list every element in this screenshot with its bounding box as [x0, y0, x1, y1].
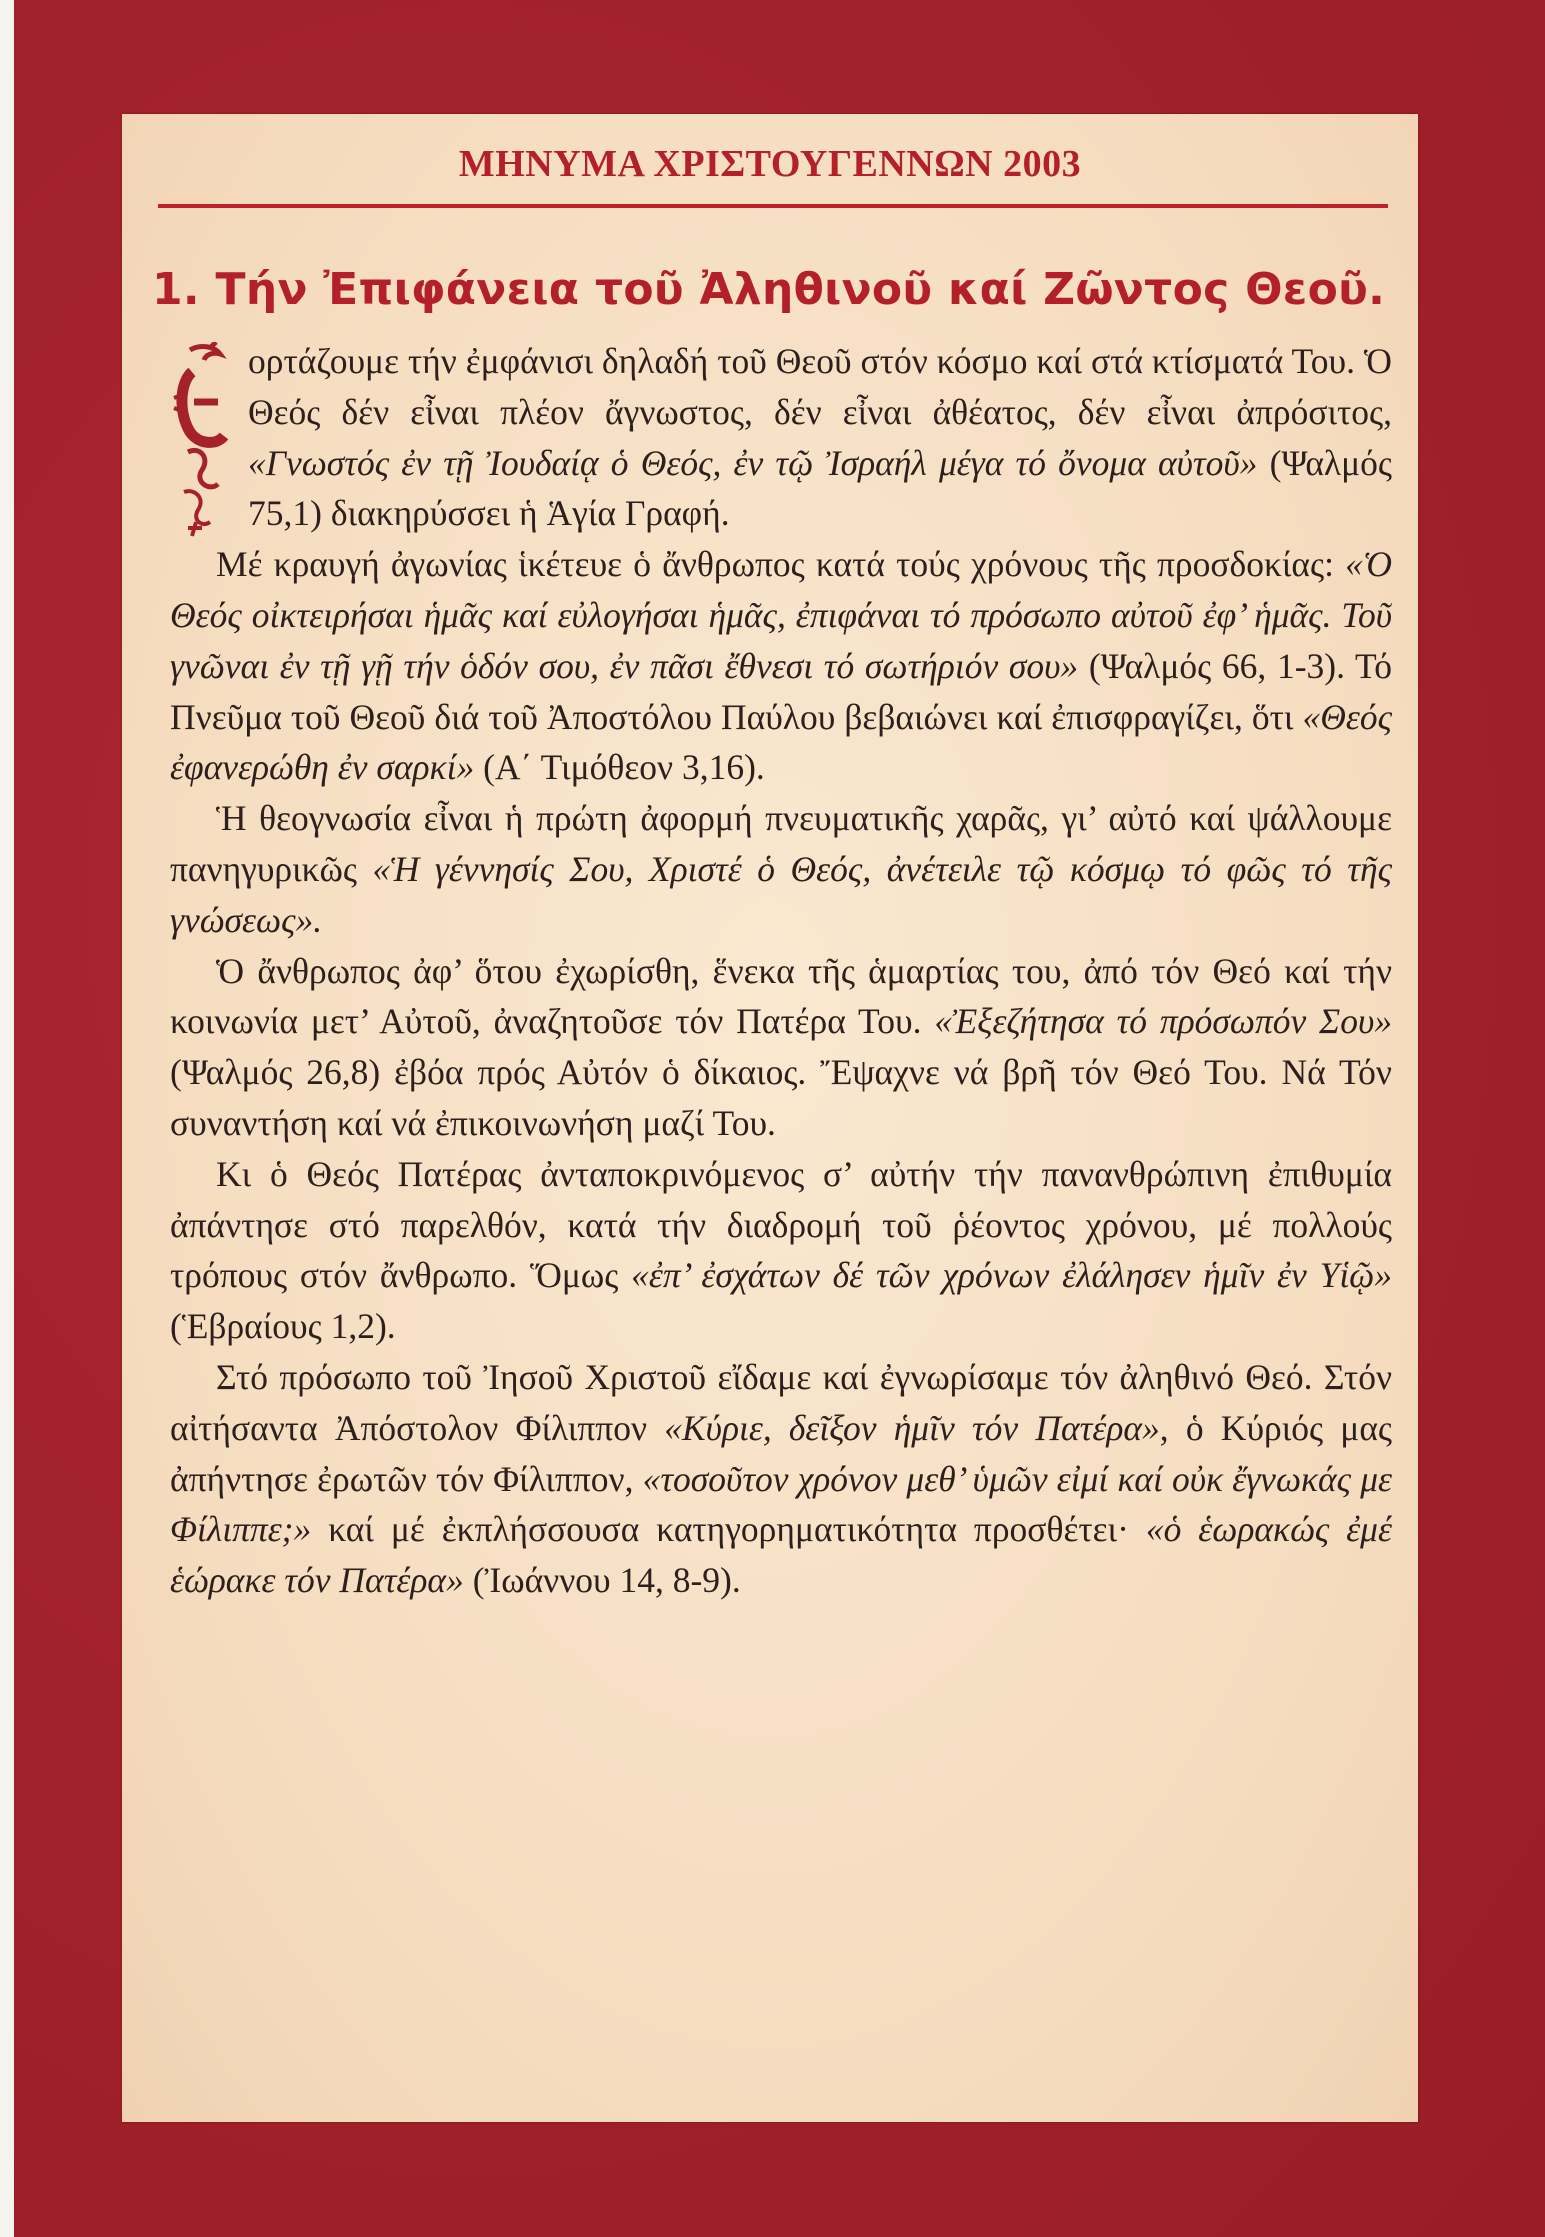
paragraph-1-quote: «Γνωστός ἐν τῇ Ἰουδαίᾳ ὁ Θεός, ἐν τῷ Ἰσραήλ μέγα τό ὄνομα αὐτοῦ» — [248, 442, 1258, 483]
paragraph-2-mid: (Ψαλμός 66, 1-3). Τό Πνεῦμα τοῦ Θεοῦ διά τοῦ Ἀποστόλου Παύλου βεβαιώνει καί ἐπισφραγίζει, ὅτι — [170, 645, 1392, 737]
heading-rule — [158, 204, 1388, 208]
paragraph-5-quote: «ἐπ’ ἐσχάτων δέ τῶν χρόνων ἐλάλησεν ἡμῖν ἐν Υἱῷ» — [631, 1255, 1392, 1296]
paragraph-2-tail: (Α΄ Τιμόθεον 3,16). — [474, 747, 765, 788]
paragraph-4 — [170, 946, 1392, 1149]
text-panel — [122, 114, 1418, 2122]
page-heading: ΜΗΝΥΜΑ ΧΡΙΣΤΟΥΓΕΝΝΩΝ 2003 — [458, 143, 1082, 185]
paragraph-4-quote: «Ἐξεζήτησα τό πρόσωπόν Σου» — [934, 1001, 1393, 1042]
ornamental-dropcap-icon — [170, 342, 238, 538]
paragraph-3 — [170, 793, 1392, 945]
paragraph-4-tail: (Ψαλμός 26,8) ἐβόα πρός Αὐτόν ὁ δίκαιος. Ἔψαχνε νά βρῆ τόν Θεό Του. Νά Τόν συναντήση καί νά ἐπικοινωνήση μαζί Του. — [170, 1052, 1392, 1143]
paragraph-5-tail: (Ἑβραίους 1,2). — [170, 1306, 396, 1347]
paragraph-6-mid-2: καί μέ ἐκπλήσσουσα κατηγορηματικότητα προσθέτει· — [311, 1509, 1146, 1550]
paragraph-6 — [170, 1352, 1392, 1606]
paragraph-4-text: Ὁ ἄνθρωπος ἀφ’ ὅτου ἐχωρίσθη, ἕνεκα τῆς ἁμαρτίας του, ἀπό τόν Θεό καί τήν κοινωνία μετ’ Αὐτοῦ, ἀναζητοῦσε τόν Πατέρα Του. — [170, 950, 1392, 1042]
paragraph-2-quote-1: «Ὁ Θεός οἰκτειρήσαι ἡμᾶς καί εὐλογήσαι ἡμᾶς, ἐπιφάναι τό πρόσωπο αὐτοῦ ἐφ’ ἡμᾶς. Τοῦ γνῶναι ἐν τῇ γῇ τήν ὁδόν σου, ἐν πᾶσι ἔθνεσι τό σωτήριόν σου» — [170, 544, 1392, 686]
paragraph-2-quote-2: «Θεός ἐφανερώθη ἐν σαρκί» — [170, 696, 1392, 788]
paragraph-1-tail: (Ψαλμός 75,1) διακηρύσσει ἡ Ἁγία Γραφή. — [248, 442, 1392, 534]
article-body — [170, 336, 1392, 1606]
paragraph-5 — [170, 1149, 1392, 1352]
paragraph-1 — [170, 336, 1392, 539]
paragraph-2-text: Μέ κραυγή ἀγωνίας ἱκέτευε ὁ ἄνθρωπος κατά τούς χρόνους τῆς προσδοκίας: — [216, 544, 1346, 585]
paragraph-3-text: Ἡ θεογνωσία εἶναι ἡ πρώτη ἀφορμή πνευματικῆς χαρᾶς, γι’ αὐτό καί ψάλλουμε πανηγυρικῶς — [170, 798, 1392, 889]
paragraph-6-mid-1: , ὁ Κύριός μας ἀπήντησε ἐρωτῶν τόν Φίλιππον, — [170, 1407, 1392, 1499]
paragraph-3-quote: «Ἡ γέννησίς Σου, Χριστέ ὁ Θεός, ἀνέτειλε τῷ κόσμῳ τό φῶς τό τῆς γνώσεως». — [170, 848, 1392, 940]
paragraph-2 — [170, 539, 1392, 793]
paragraph-5-text: Κι ὁ Θεός Πατέρας ἀνταποκρινόμενος σ’ αὐτήν τήν πανανθρώπινη ἐπιθυμία ἀπάντησε στό παρελθόν, κατά τήν διαδρομή τοῦ ῥέοντος χρόνου, μέ πολλούς τρόπους στόν ἄνθρωπο. Ὅμως — [170, 1153, 1392, 1296]
paragraph-6-quote-1: «Κύριε, δεῖξον ἡμῖν τόν Πατέρα» — [664, 1407, 1160, 1448]
paragraph-6-quote-2: «τοσοῦτον χρόνον μεθ’ ὑμῶν εἰμί καί οὐκ ἔγνωκάς με Φίλιππε;» — [170, 1458, 1393, 1550]
paragraph-6-tail: (Ἰωάννου 14, 8-9). — [463, 1560, 741, 1601]
paragraph-6-quote-3: «ὁ ἑωρακώς ἐμέ ἑώρακε τόν Πατέρα» — [170, 1509, 1392, 1601]
paragraph-1-text: ορτάζουμε τήν ἐμφάνισι δηλαδή τοῦ Θεοῦ στόν κόσμο καί στά κτίσματά Του. Ὁ Θεός δέν εἶναι πλέον ἄγνωστος, δέν εἶναι ἀθέατος, δέν εἶναι ἀπρόσιτος, — [248, 341, 1392, 432]
paragraph-6-text: Στό πρόσωπο τοῦ Ἰησοῦ Χριστοῦ εἴδαμε καί ἐγνωρίσαμε τόν ἀληθινό Θεό. Στόν αἰτήσαντα Ἀπόστολον Φίλιππον — [170, 1356, 1392, 1448]
section-title: 1. Τήν Ἐπιφάνεια τοῦ Ἀληθινοῦ καί Ζῶντος Θεοῦ. — [152, 264, 1386, 315]
